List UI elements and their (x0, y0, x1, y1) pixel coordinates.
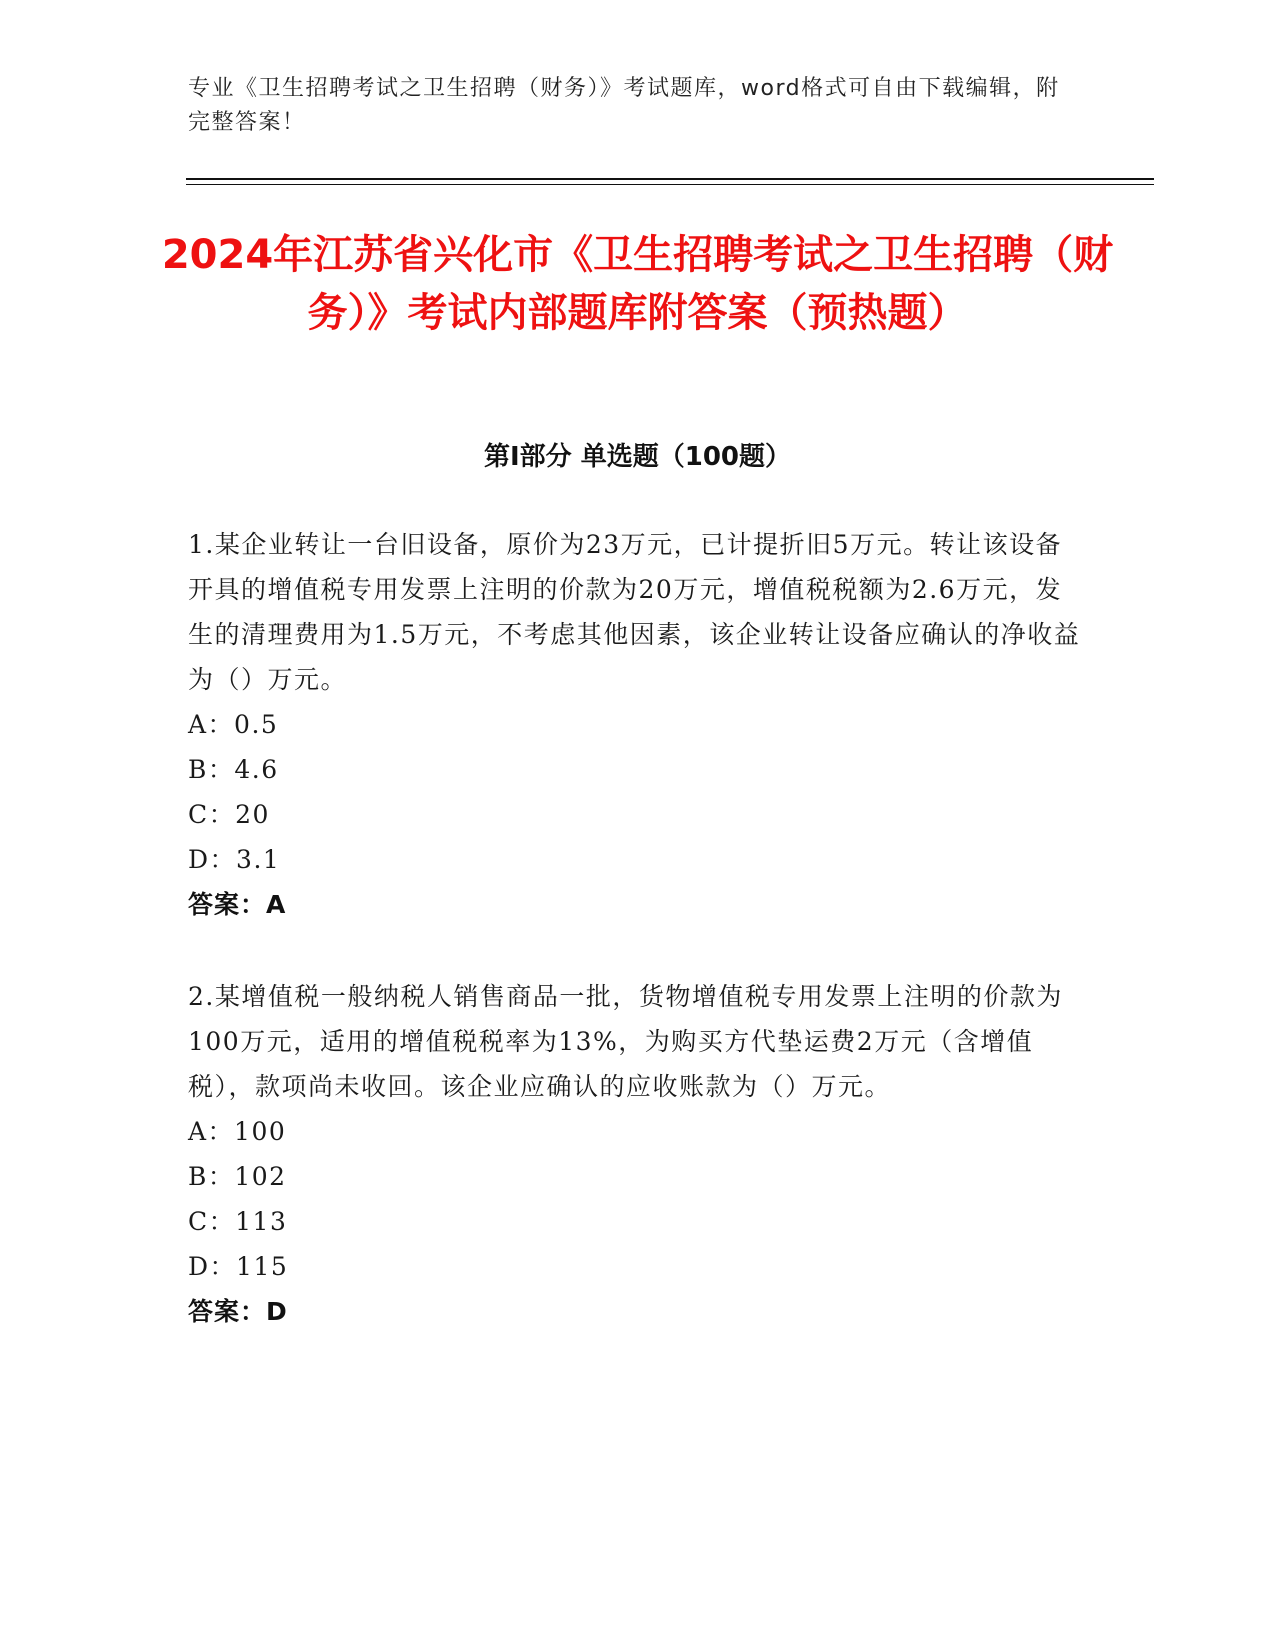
answer-line: 答案：A (188, 890, 287, 919)
option-c: C：20 (188, 800, 270, 829)
option-b: B：4.6 (188, 755, 279, 784)
option-a: A：100 (188, 1117, 287, 1146)
question-1 (188, 522, 1088, 927)
option-a: A：0.5 (188, 710, 279, 739)
header-divider-top (186, 178, 1154, 180)
question-stem: 2.某增值税一般纳税人销售商品一批，货物增值税专用发票上注明的价款为100万元，适用的增值税税率为13%，为购买方代垫运费2万元（含增值税），款项尚未收回。该企业应确认的应收账款为（）万元。 (188, 982, 1063, 1101)
answer-line: 答案：D (188, 1297, 288, 1326)
section-heading: 第I部分 单选题（100题） (484, 442, 791, 472)
document-title: 2024年江苏省兴化市《卫生招聘考试之卫生招聘（财务）》考试内部题库附答案（预热题） (161, 232, 1114, 336)
header-divider-bottom (186, 184, 1154, 185)
option-b: B：102 (188, 1162, 287, 1191)
option-d: D：3.1 (188, 845, 281, 874)
question-stem: 1.某企业转让一台旧设备，原价为23万元，已计提折旧5万元。转让该设备开具的增值税专用发票上注明的价款为20万元，增值税税额为2.6万元，发生的清理费用为1.5万元，不考虑其他因素，该企业转让设备应确认的净收益为（）万元。 (188, 530, 1081, 694)
header-note: 专业《卫生招聘考试之卫生招聘（财务）》考试题库，word格式可自由下载编辑，附完整答案！ (188, 76, 1060, 135)
question-2 (188, 974, 1088, 1334)
option-d: D：115 (188, 1252, 289, 1281)
option-c: C：113 (188, 1207, 288, 1236)
